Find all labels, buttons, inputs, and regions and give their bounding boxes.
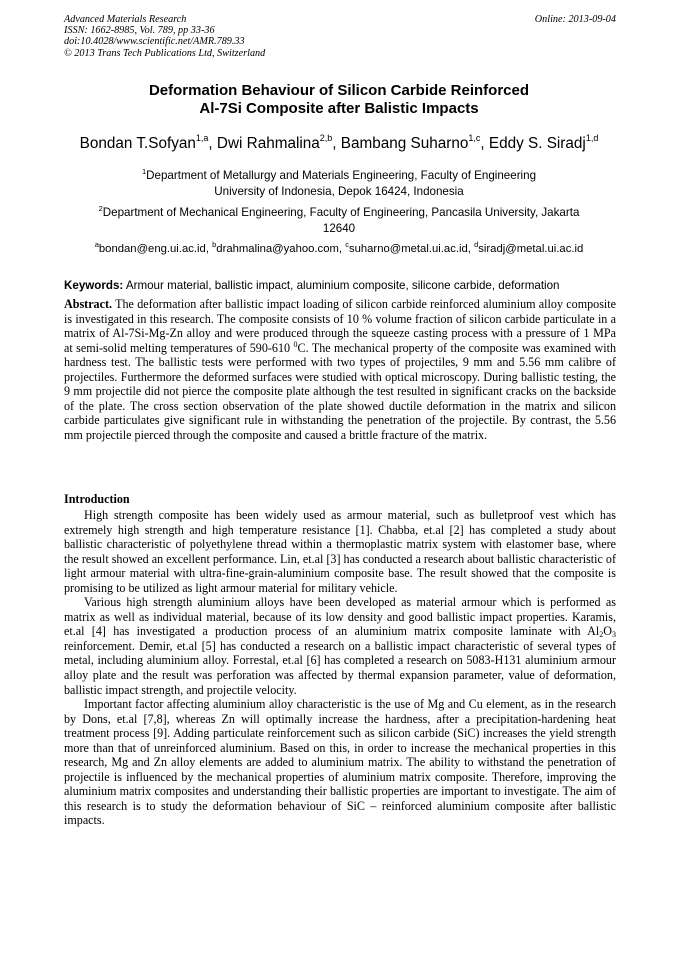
author-separator: , <box>332 135 341 152</box>
abstract-text: The deformation after ballistic impact loading of silicon carbide reinforced aluminium alloy composite is investigated in this research. The composite consists of 10 % volume fraction of silicon carbide particulate in a matrix of Al-7Si-Mg-Zn alloy and were produced through the squeeze casting process with a pressure of 1 MPa at semi-solid melting temperatures of 590-610 <box>64 297 616 355</box>
author-separator: , <box>480 135 489 152</box>
affiliation-text: Department of Metallurgy and Materials Engineering, Faculty of Engineering <box>146 169 537 182</box>
author-name: Dwi Rahmalina <box>216 135 320 152</box>
affiliation-2 <box>40 205 638 237</box>
author-name: Eddy S. Siradj <box>488 135 586 152</box>
keywords-label: Keywords: <box>64 279 124 292</box>
email-address[interactable]: suharno@metal.ui.ac.id, <box>348 243 475 255</box>
paragraph: High strength composite has been widely used as armour material, such as bulletproof vest which has extremely high strength and high temperature resistance [1]. Chabba, et.al [2] has completed a study about ballistic characteristic of polyethylene thread within a thermoplastic matrix system with elastomer base, where the result showed an excellent performance. Lin, et.al [3] has conducted a research about ballistic characteristic of light armour material with ultra-fine-grain-aluminium composite base. The result showed that the composite is promising to be utilized as light armour material for military vehicle. <box>64 508 616 595</box>
abstract-label: Abstract. <box>64 297 113 311</box>
journal-header <box>64 14 616 59</box>
journal-copyright: © 2013 Trans Tech Publications Ltd, Switzerland <box>64 47 266 59</box>
title-line-1: Deformation Behaviour of Silicon Carbide Reinforced <box>148 82 530 99</box>
email-mark: c <box>345 240 349 249</box>
email-address[interactable]: bondan@eng.ui.ac.id, <box>98 243 213 255</box>
introduction-body <box>64 508 616 828</box>
paragraph: Various high strength aluminium alloys have been developed as material armour which is performed as matrix as well as individual material, because of its low density and good ballistic impact properties. Karamis, et.al [4] has investigated a production process of an aluminium matrix composite laminate with $Al_2O_3$ reinforcement. Demir, et.al [5] has conducted a research on a ballistic impact characteristic of several types of metal, including aluminium alloy. Forrestal, et.al [6] has completed a research on 5083-H131 aluminium armour alloy plate and the result was perforation was affected by thermal expansion parameter, value of deformation, ballistic impact strength, and projectile velocity. <box>64 595 616 697</box>
affiliation-mark: 2 <box>98 204 103 213</box>
paper-title <box>40 82 638 118</box>
paragraph: Important factor affecting aluminium alloy characteristic is the use of Mg and Cu element, as in the research by Dons, et.al [7,8], whereas Zn will optimally increase the hardness, after a precipitation-hardening heat treatment process [9]. Adding particulate reinforcement such as silicon carbide (SiC) increases the yield strength more than that of unreinforced aluminium. Based on this, in order to increase the mechanical properties in this research, Mg and Zn alloy elements are added to aluminium matrix. The ability to withstand the penetration of projectile is influenced by the mechanical properties of aluminium matrix composite. Therefore, improving the aluminium matrix composites and understanding their ballistic properties are important to investigate. The aim of this research is to study the deformation behaviour of SiC – reinforced aluminium composite after ballistic impacts. <box>64 697 616 828</box>
degree-mark: 0 <box>293 339 298 349</box>
author-affiliation-mark: 2,b <box>319 133 333 143</box>
affiliation-mark: 1 <box>141 167 147 176</box>
email-address[interactable]: siradj@metal.ui.ac.id <box>478 243 584 255</box>
author-affiliation-mark: 1,c <box>468 133 481 143</box>
section-heading-introduction: Introduction <box>64 492 130 506</box>
author-name: Bondan T.Sofyan <box>79 135 196 152</box>
affiliation-text: University of Indonesia, Depok 16424, Indonesia <box>214 185 464 198</box>
journal-issn: ISSN: 1662-8985, Vol. 789, pp 33-36 <box>64 25 215 37</box>
title-line-2: Al-7Si Composite after Balistic Impacts <box>199 100 479 117</box>
abstract-text: C. The mechanical property of the composite was examined with hardness test. The ballistic tests were performed with two types of projectiles, 9 mm and 5.56 mm calibre of projectiles. Furthermore the deformed surfaces were studied with optical microscopy. During ballistic testing, the 9 mm projectile did not pierce the composite plate although the test resulted in significant cracks on the backside of the plate. The cross section observation of the plate showed ductile deformation in the matrix and silicon carbide particulates give significant rule in withstanding the penetration of the projectile. By contrast, the 5.56 mm projectile pierced through the composite and caused a brittle fracture of the matrix. <box>64 340 617 442</box>
keywords-text: Armour material, ballistic impact, aluminium composite, silicone carbide, deformation <box>123 279 560 292</box>
email-address[interactable]: drahmalina@yahoo.com, <box>216 243 346 255</box>
journal-doi: doi:10.4028/www.scientific.net/AMR.789.33 <box>64 36 245 48</box>
author-emails <box>40 241 638 257</box>
email-mark: b <box>212 240 217 249</box>
email-mark: d <box>474 240 479 249</box>
affiliation-text: 12640 <box>322 222 356 235</box>
affiliation-text: Department of Mechanical Engineering, Faculty of Engineering, Pancasila University, Jakarta <box>102 206 580 219</box>
email-mark: a <box>94 240 99 249</box>
author-affiliation-mark: 1,d <box>585 133 599 143</box>
keywords <box>64 278 616 294</box>
author-separator: , <box>208 135 217 152</box>
abstract <box>64 297 616 442</box>
affiliation-1 <box>40 168 638 200</box>
author-name: Bambang Suharno <box>340 135 469 152</box>
journal-name: Advanced Materials Research <box>64 14 187 25</box>
online-date: Online: 2013-09-04 <box>534 14 616 25</box>
author-list <box>20 134 658 154</box>
author-affiliation-mark: 1,a <box>195 133 209 143</box>
